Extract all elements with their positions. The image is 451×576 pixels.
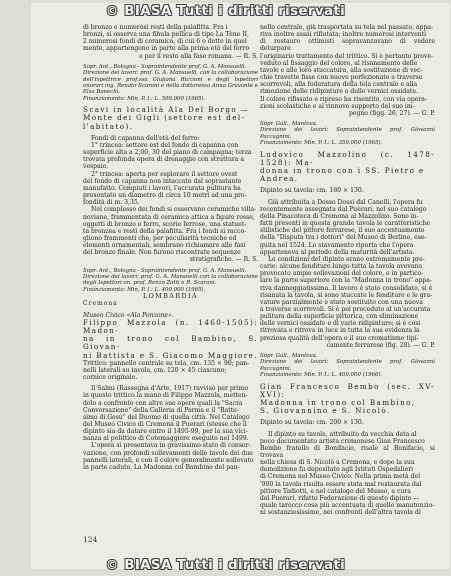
text-line: bronzi, si osserva una fibula pellica di tipo La Tène II, <box>83 31 249 39</box>
text-line: presentato un diametro di circa 10 metri ad una pro- <box>83 192 247 200</box>
text-line: recentemente assegnata dal Puerari, nel suo catalogo <box>260 205 427 213</box>
dir-line: Direzione dei lavori: Sopraintendente prof. Giovanni Paccagnini. <box>260 359 435 372</box>
sopr-line: Sopr. Gall., Mantova. <box>260 352 318 359</box>
artwork-heading: Ludovico Mazzolino (c. 1478-1528): Ma- <box>260 149 435 167</box>
text-line: oggetti di bronzo e ferro, scorie ferrose, una statuet- <box>83 220 247 228</box>
text-line: 1° trincea: settore est del fondo di capanna con <box>91 141 239 149</box>
text-line: pulitura della superficie pittorica, con eliminazione <box>260 313 419 321</box>
sopr-line: Sopr. Gall., Mantova. <box>260 121 318 128</box>
page-number: 124 <box>83 535 98 544</box>
text-line: l'originario trattamento del trittico. Si è pertanto prove- <box>260 52 433 60</box>
text-line: chie travette fisse con nuove perfezionate a traverse <box>260 74 423 82</box>
text-line: nella chiesa di S. Nicolò a Cremona, e dopo la sua <box>260 459 415 467</box>
text-line: apparteneva al periodo della maturità dell'artista. <box>260 248 415 256</box>
artwork-heading: Filippo Mazzola (n. 1460-1505): Madon- <box>83 317 258 335</box>
text-line: pannelli laterali, e con il colore generalmente sollevato <box>83 456 254 464</box>
text-line: poco documentato artista cremonese Gian Francesco <box>260 437 425 445</box>
tech-line: Dipinto su tavola: cm. 180 × 130. <box>260 187 364 195</box>
text-line: del Museo Civico di Cremona il Puerari (stesse che il <box>83 421 247 428</box>
text-line: noviane, frammentata di ceramica attica a figure rosse, <box>83 213 255 221</box>
text-line: di bronzo e numerosi resti della palafitta. Fra i <box>83 24 228 31</box>
text-line: della Pinacoteca di Cremona al Mazzolino. Sono in- <box>260 212 419 220</box>
text-line: del bronzo finale. Non furono riscontrate sequenze <box>83 249 241 257</box>
artwork-heading: Andrea. <box>260 174 299 184</box>
text-line: L'opera si presentava in gravissimo stato di conser- <box>91 442 251 450</box>
text-line: mente, appartengono in parte alla prima età del ferro <box>83 45 250 53</box>
text-line: ta bronzea e resti della palafitta. Fra i fondi si racco- <box>83 227 247 235</box>
text-line: stratigrafiche. — R. S. <box>189 256 258 264</box>
artwork-heading: ni Battista e S. Giacomo Maggiore. <box>83 350 258 360</box>
text-line: tavole e alle loro stuccatura, alla sostituzione di vec- <box>260 66 423 74</box>
text-line: Già attribuita a Dosso Dossi dal Canelli, l'opera fu <box>268 198 423 206</box>
tech-line: Dipinto su tavola: cm. 200 × 130. <box>260 419 364 427</box>
text-line: carie: alcune fenditure lungo tutta la tavola avevano <box>260 263 423 271</box>
text-line: del fondo di capanna non intaccato dal soprastante <box>83 177 242 185</box>
text-line: camente ferrarese (fig. 28). — G. P. <box>326 341 435 349</box>
text-line: nanza al polittico di Cotemaggiore eseguito nel 1499. <box>83 435 249 443</box>
text-line: '900 la tavola risulta essere stata mal restaurata dal <box>260 480 422 488</box>
text-line: superficie alta a 2,00, 30 del piano di campagna; terza <box>83 149 252 157</box>
text-line: fondità di m. 3,35. <box>83 199 140 207</box>
watermark-top <box>0 0 451 22</box>
text-line: stilistiche del pittore ferrarese, il suo accentuamento <box>260 227 425 235</box>
text-line: quale tarocco cosa più accentuata di quelle manutenzio- <box>260 502 435 510</box>
artwork-heading: na in trono col Bambino, S. Giovan- <box>83 334 258 352</box>
text-line: di Cremona nel Museo Civico. Nella prima metà del <box>260 473 421 481</box>
text-line: gliono frammenti che, per peculiarità tecniche ed <box>83 235 237 243</box>
text-line: Il colore rifissato e ripreso ha risentito, con via opera- <box>260 95 427 103</box>
watermark-bottom <box>0 554 451 576</box>
sopr-line: Sopr. Ant., Bologna - Sopraintendente prof. G. A. Mansuelli. <box>83 267 247 274</box>
text-line: manufatto. Compiuti i lavori, l'accurata pulitura ha <box>83 184 241 192</box>
text-line: di restauro ottimisti sopravanzavano di vedere deturpare <box>260 38 435 53</box>
text-line: della "Disputa tra i dottori" del Museo di Berlino, ese- <box>260 234 427 242</box>
text-line: zioni scolastiche e al rinnovo supporto del suo im- <box>260 102 415 110</box>
tech-line: nelli laterali su tavola, cm. 120 × 45 ciascuno; <box>83 366 227 374</box>
text-line: preziosa qualità dell'opera e il suo cromatismo tipi- <box>260 334 419 342</box>
sopr-line: Sopr. Ant., Bologna - Sopraintendente prof. G. A. Mansuelli. <box>83 63 247 70</box>
text-line: ritrovata e ritrova in luce in tutta la sua evidenza la <box>260 327 420 335</box>
fin-line: Finanziamento: Min. P. I.: L. 400.000 (1966). <box>260 372 383 379</box>
text-line: Conversazione" della Galleria di Parma e il "Batte- <box>83 406 239 414</box>
text-line: risanata la tavola, si sono stuccate le fenditure e le gra- <box>260 291 433 299</box>
copyright-icon: © <box>105 4 119 18</box>
text-line: Nel complesso dei fondi si osservano ceramiche villa- <box>91 206 257 214</box>
dir-line: Direzione dei lavori: Sopraintendente prof. Giovanni Paccagnini. <box>260 127 435 140</box>
text-line: vature parzialmente è stato sostituito con una nuova <box>260 298 423 306</box>
fin-line: Finanziamento: Min. P. I.: L. 400.000 (1965). <box>83 286 206 293</box>
artwork-heading: donna in trono con i SS. Pietro e <box>260 166 425 176</box>
right-column <box>260 24 435 516</box>
text-line: provocato ampie sollevazioni del colore, e in partico- <box>260 270 424 278</box>
text-line: dolo a confronto con altre sue opere quali la "Sacra <box>83 399 243 407</box>
text-line: pegno (figg. 26, 27). — G. P. <box>348 109 435 117</box>
text-line: vespaio. <box>83 163 109 171</box>
city-heading: Cremona <box>83 300 118 308</box>
text-line: ni sostanziosissime, nei confronti dell'altra tavola di <box>260 509 421 517</box>
text-line: vazione, con profondi sollevamenti delle tavole dei due <box>83 449 253 457</box>
text-line: riva inoltre assai rifiutata; inoltre numerosi interventi <box>260 31 427 39</box>
text-line: 2° trincea: aperta per esplorare il settore ovest <box>91 170 238 178</box>
text-line: scorrevoli, alla foderatura della tela centrale e alla <box>260 81 418 89</box>
text-line: Bembo fratello di Bonifacio, risale al Bonifacio, si trovava <box>260 444 435 459</box>
text-line: Il dipinto su tavola, attribuito da vecchia data al <box>268 430 417 438</box>
text-line: veduto al fissaggio del colore, al risanamento delle <box>260 59 418 67</box>
fin-line: Finanziamento: Min. P. I.: L. 500.000 (1965). <box>83 95 206 102</box>
text-line: rimozione delle ridipinture e delle vernici ossidate. <box>260 88 418 96</box>
text-line: 2 numerosi fondi di ceramica, di cui 6 o dette in quel <box>83 38 247 46</box>
dir-line: Direzione dei lavori: prof. G. A. Mansuelli, con la collaborazione dell'Ispettrice prof.ssa Giuliana Riccioni e degli Ispettori onorari ing. Renato Scarani e della dottoressa Anna Gravante e Elsa Bonechi. <box>83 70 258 96</box>
artwork-heading: S. Giovannino e S. Nicolò. <box>260 406 391 416</box>
artwork-heading: Gian Francesco Bembo (sec. XV-XVI): <box>260 381 435 399</box>
text-line: in questo trittico la mano di Filippo Mazzola, metten- <box>83 392 248 400</box>
fin-line: Finanziamento: Min. P. I.: L. 350.000 (1965). <box>260 140 383 147</box>
artwork-heading: Madonna in trono col Bambino, <box>260 397 416 407</box>
paragraph: Fondi di capanna dell'età del ferro: <box>91 134 200 142</box>
museum-heading: Museo Civico «Ala Ponzone». <box>83 311 174 319</box>
text-line: in parte caduto. La Madonna col Bambino del pan- <box>83 463 240 471</box>
section-heading: Monte dei Gigli (settore est del- <box>83 113 246 123</box>
tech-line: Trittico: pannello centrale su tela, cm. 135 × 90; pan- <box>83 359 250 367</box>
text-line: e per il resto alla fase romana. — R. S. <box>139 52 258 60</box>
text-line: elementi ornamentali, sembrano richiamare alle fasi <box>83 242 246 250</box>
left-column <box>83 24 258 471</box>
text-line: guita nel 1524. Lo stavamento riporta che l'opera <box>260 241 414 249</box>
copyright-icon: © <box>105 558 119 572</box>
dir-line: Direzione dei lavori: prof. G. A. Mansuelli con la collaborazione degli Ispettori on. prof. Renzo Zotti e R. Scarani. <box>83 274 258 287</box>
text-line: trovata profonda opera di drenaggio con struttura a <box>83 156 245 164</box>
text-line: simo di Gesù" del Duomo di quella città. Nel Catalogo <box>83 413 250 421</box>
watermark-bottom-text: BIASA Tutti i diritti riservati <box>124 557 346 573</box>
watermark-top-text: BIASA Tutti i diritti riservati <box>124 3 346 19</box>
region-heading: LOMBARDIA <box>142 292 198 301</box>
section-heading: l'abitato). <box>83 121 134 131</box>
section-heading: Scavi in località Ala Del Borgo — <box>83 105 250 115</box>
text-line: Le condizioni del dipinto erano estremamente pre- <box>268 255 425 263</box>
text-line: demolizione fu depositato agli Istituti Ospedalieri <box>260 466 414 474</box>
tech-line: cornice originale. <box>83 374 138 382</box>
text-line: Il Salmi (Rassegna d'Arte, 1917) ravvisò per primo <box>91 385 249 393</box>
text-line: pittore Tadiotti, e nel catalogo del Museo, a cura <box>260 487 411 495</box>
text-line: delle vernici ossidate e di varie ridipinture; si è così <box>260 320 421 328</box>
text-line: dipinto sia da datare entro il 1495-99, per la sua vici- <box>83 428 248 436</box>
text-line: riva danneggiatissima. Il lavoro è stato consolidato, si è <box>260 284 433 292</box>
text-line: nello centrale, già trasportata su tela nel passato, appa- <box>260 24 434 31</box>
text-line: del Puerari, rifatto Federazione di questo dipinto — <box>260 494 420 502</box>
text-line: a traverse scorrevoli. Si è poi proceduto al un'accurata <box>260 305 431 313</box>
text-line: lare la parte superiore con la "Madonna in trono" appa- <box>260 277 432 285</box>
text-line: fatti presenti in questa grande tavola le caratteristiche <box>260 220 430 228</box>
left-continuation <box>83 24 258 60</box>
